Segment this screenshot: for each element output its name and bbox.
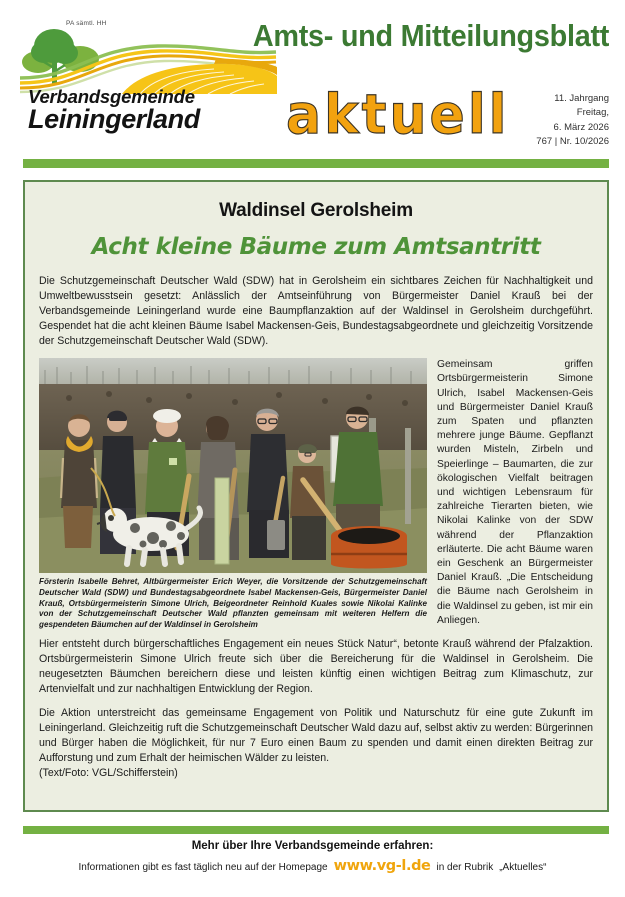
footer-section-name: „Aktuelles“ [499, 862, 547, 873]
issue-volume: 11. Jahrgang [554, 93, 609, 104]
issue-weekday: Freitag, [576, 107, 609, 119]
header-divider [23, 159, 609, 168]
article-photo [39, 358, 427, 573]
article-credit: (Text/Foto: VGL/Schifferstein) [39, 766, 178, 779]
issue-number: 767 | Nr. 10/2026 [536, 136, 609, 148]
article-headline: Acht kleine Bäume zum Amtsantritt [91, 234, 541, 260]
article-side-column: Gemeinsam griffen Ortsbürgermeisterin Simone Ulrich, Isabel Mackensen-Geis und Bürgermeister Daniel Krauß zum Spaten und pflanzten mehrere junge Bäume. Gepflanzt wurden Misteln, Zirbeln und Speierlinge – Baumarten, die zur ökologischen Vielfalt beitragen und wichtigen Lebensraum für zahlreiche Tierarten bieten, wie Nikolai Kalinke von der SDW während der Pflanzaktion erläuterte. Die acht Bäume waren ein Geschenk an Bürgermeister Daniel Krauß. „Die Entscheidung die Bäume nach Gerolsheim in die Waldinsel zu geben, ist mir ein Anliegen. [437, 359, 593, 626]
issue-info [536, 92, 609, 150]
footer-heading: Mehr über Ihre Verbandsgemeinde erfahren: [191, 840, 434, 852]
footer-website-link[interactable]: www.vg-l.de [333, 858, 431, 874]
footer-text-after: in der Rubrik [436, 862, 494, 873]
issue-date: 6. März 2026 [553, 121, 609, 133]
article-box [23, 180, 609, 812]
article-media-row [39, 358, 593, 628]
article-photo-block [39, 358, 427, 630]
article-body-text [39, 631, 593, 781]
postal-note: PA sämtl. HH [66, 20, 107, 27]
footer-divider [23, 826, 609, 834]
article-intro-text [39, 274, 593, 349]
article-kicker: Waldinsel Gerolsheim [219, 200, 413, 221]
article-intro-paragraph: Die Schutzgemeinschaft Deutscher Wald (SDW) hat in Gerolsheim ein sichtbares Zeichen für Nachhaltigkeit und Umweltbewusstsein gesetzt: Anlässlich der Amtseinführung von Bürgermeister Daniel Krauß bei der Verbandsgemeinde Leiningerland wurde eine Baumpflanzaktion auf der Waldinsel in Gerolsheim durchgeführt. Gespendet hat die acht kleinen Bäume Isabel Mackensen-Geis, Bundestagsabgeordnete und gleichzeitig Vorsitzende der Schutzgemeinschaft Deutscher Wald (SDW). [39, 275, 593, 348]
municipality-name-line2: Leiningerland [28, 103, 200, 134]
masthead-title: Amts- und Mitteilungsblatt [252, 18, 609, 53]
footer-info-line [0, 858, 625, 874]
page-header [0, 0, 625, 152]
municipality-name-line1: Verbandsgemeinde [28, 86, 195, 107]
footer-text-before: Informationen gibt es fast täglich neu auf der Homepage [78, 862, 328, 873]
article-paragraph-3: Die Aktion unterstreicht das gemeinsame Engagement von Politik und Naturschutz für eine gute Zukunft im Leiningerland. Gleichzeitig ruft die Schutzgemeinschaft Deutscher Wald dazu auf, selbst aktiv zu werden: Bürgerinnen und Bürger haben die Möglichkeit, für nur 7 Euro einen Baum zu spenden und damit einen direkten Beitrag zur Aufforstung und zum Erhalt der heimischen Wälder zu leisten. [39, 706, 593, 764]
page-footer [0, 840, 625, 874]
article-paragraph-2: Hier entsteht durch bürgerschaftliches Engagement ein neues Stück Natur“, betonte Krauß während der Pfalzaktion. Ortsbürgermeisterin Simone Ulrich freute sich über die Bereicherung für die Waldinsel in Gerolsheim. Die neugesetzten Bäumchen bereichern diese und leisten künftig einen wichtigen Beitrag zum Klimaschutz, zur Artenvielfalt und zur nachhaltigen Entwicklung der Region. [39, 637, 593, 695]
aktuell-wordmark: aktuell [286, 83, 510, 147]
municipality-emblem-icon [18, 22, 278, 94]
photo-caption: Försterin Isabelle Behret, Altbürgermeister Erich Weyer, die Vorsitzende der Schutzgemeinschaft Deutscher Wald (SDW) und Bundestagsabgeordnete Isabel Mackensen-Geis, Bürgermeister Daniel Krauß, Ortsbürgermeisterin Simone Ulrich, Beigeordneter Reinhold Kuales sowie Nikolai Kalinke von der Schutzgemeinschaft Deutscher Wald pflanzten gemeinsam mit weiteren Helfern die gespendeten Bäumchen auf der Waldinsel in Gerolsheim [39, 577, 427, 629]
municipality-name [28, 88, 200, 133]
